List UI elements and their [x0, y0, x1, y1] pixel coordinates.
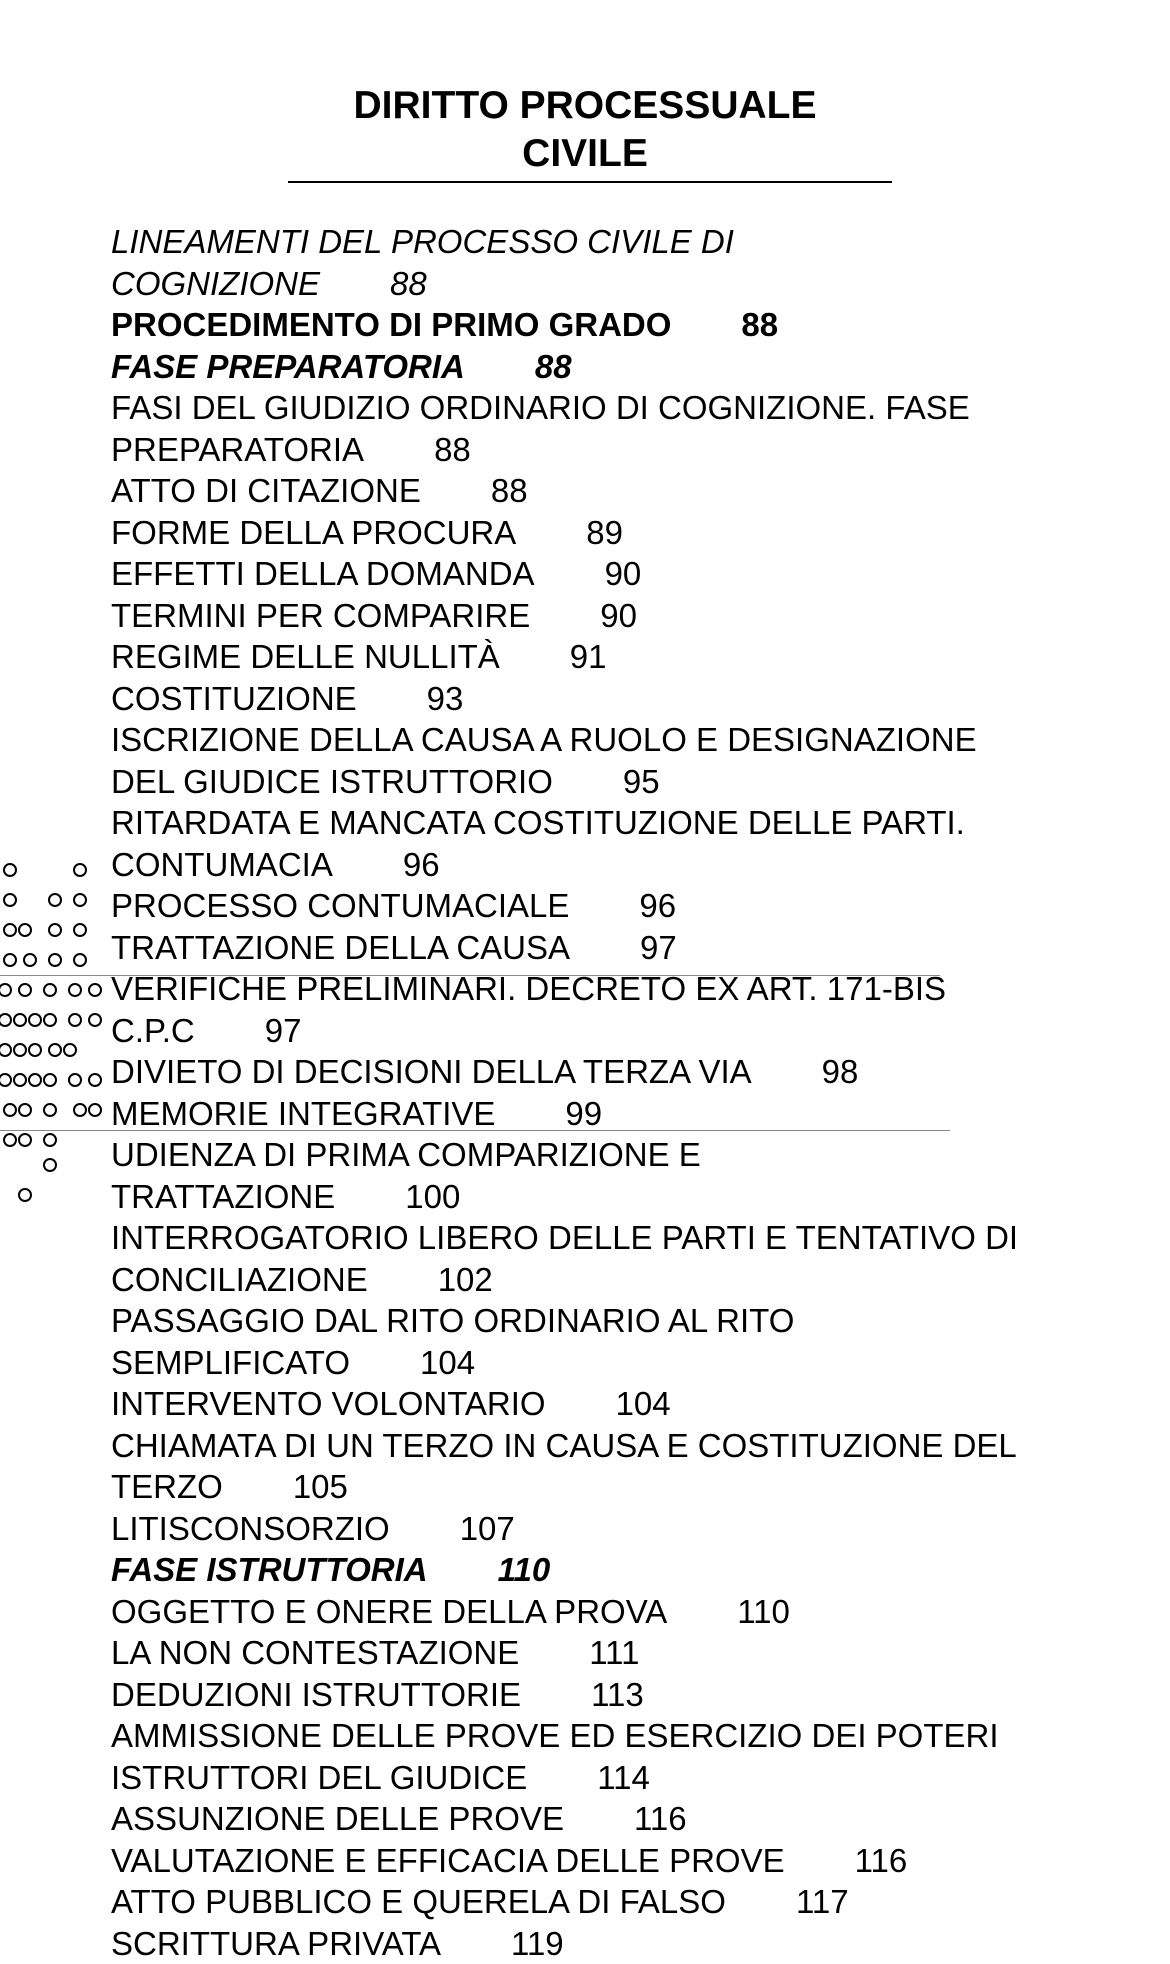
toc-entry: [111, 304, 1041, 346]
toc-entry: [111, 1549, 1041, 1591]
margin-circle-mark: [74, 954, 86, 966]
toc-entry-page: 104: [616, 1385, 671, 1422]
toc-entry-page: 95: [623, 763, 660, 800]
toc-entry-title: REGIME DELLE NULLITÀ: [111, 638, 500, 675]
toc-entry-title: DIVIETO DI DECISIONI DELLA TERZA VIA: [111, 1053, 752, 1090]
toc-entry-page: 102: [438, 1261, 493, 1298]
toc-entry-title: ISCRIZIONE DELLA CAUSA A RUOLO E DESIGNAZIONE DEL GIUDICE ISTRUTTORIO: [111, 721, 977, 800]
toc-entry: [111, 1383, 1041, 1425]
toc-entry-title: OGGETTO E ONERE DELLA PROVA: [111, 1593, 667, 1630]
toc-entry-title: INTERROGATORIO LIBERO DELLE PARTI E TENTATIVO DI CONCILIAZIONE: [111, 1219, 1018, 1298]
margin-circle-mark: [0, 984, 11, 996]
title-line-2: CIVILE: [0, 130, 1170, 178]
toc-entry-title: RITARDATA E MANCATA COSTITUZIONE DELLE PARTI. CONTUMACIA: [111, 804, 965, 883]
toc-entry: [111, 636, 1041, 678]
toc-entry-page: 105: [293, 1468, 348, 1505]
toc-entry-page: 110: [498, 1551, 551, 1588]
toc-entry-page: 88: [741, 306, 778, 343]
margin-circle-mark: [89, 1104, 101, 1116]
toc-entry: [111, 885, 1041, 927]
margin-circle-mark: [74, 894, 86, 906]
title-underline: [288, 181, 892, 183]
margin-circle-mark: [29, 1044, 41, 1056]
margin-circle-mark: [49, 1044, 61, 1056]
toc-entry-title: MEMORIE INTEGRATIVE: [111, 1095, 495, 1132]
margin-circle-mark: [29, 1014, 41, 1026]
toc-entry: [111, 1508, 1041, 1550]
margin-circle-mark: [44, 984, 56, 996]
toc-entry-title: SCRITTURA PRIVATA: [111, 1925, 441, 1962]
toc-entry-page: 96: [639, 887, 676, 924]
toc-entry-title: PROCESSO CONTUMACIALE: [111, 887, 569, 924]
toc-entry-title: LINEAMENTI DEL PROCESSO CIVILE DI COGNIZIONE: [111, 223, 734, 302]
toc-entry-page: 97: [640, 929, 677, 966]
margin-circle-mark: [44, 1134, 56, 1146]
toc-entry-title: DEDUZIONI ISTRUTTORIE: [111, 1676, 521, 1713]
margin-circle-mark: [89, 1014, 101, 1026]
margin-circle-mark: [89, 1074, 101, 1086]
toc-entry-page: 107: [460, 1510, 515, 1547]
margin-circle-mark: [44, 1014, 56, 1026]
toc-entry: [111, 1923, 1041, 1964]
margin-rule-top: [0, 975, 940, 976]
margin-circle-mark: [19, 1104, 31, 1116]
toc-entry-title: LITISCONSORZIO: [111, 1510, 390, 1547]
margin-circle-mark: [69, 984, 81, 996]
margin-circle-mark: [0, 1044, 11, 1056]
toc-entry-title: COSTITUZIONE: [111, 680, 357, 717]
margin-circle-mark: [4, 1134, 16, 1146]
margin-circle-mark: [74, 924, 86, 936]
margin-rule-bottom: [0, 1130, 950, 1131]
toc-entry: [111, 719, 1041, 802]
toc-entry-page: 97: [265, 1012, 302, 1049]
toc-entry: [111, 346, 1041, 388]
margin-circle-mark: [74, 1104, 86, 1116]
toc-entry: [111, 221, 1041, 304]
toc-entry-page: 116: [634, 1800, 687, 1837]
margin-circle-mark: [29, 1074, 41, 1086]
toc-entry: [111, 1715, 1041, 1798]
toc-entry-title: ATTO PUBBLICO E QUERELA DI FALSO: [111, 1883, 726, 1920]
toc-entry-page: 88: [434, 431, 471, 468]
margin-circle-mark: [19, 1134, 31, 1146]
margin-circle-mark: [14, 1014, 26, 1026]
margin-circle-mark: [24, 954, 36, 966]
toc-entry-page: 91: [570, 638, 607, 675]
margin-circle-mark: [49, 954, 61, 966]
toc-entry: [111, 512, 1041, 554]
toc-entry-page: 93: [427, 680, 464, 717]
toc-entry-title: ATTO DI CITAZIONE: [111, 472, 421, 509]
toc-entry-page: 90: [600, 597, 637, 634]
toc-entry-page: 90: [605, 555, 642, 592]
toc-entry-page: 114: [597, 1759, 650, 1796]
margin-circle-mark: [14, 1044, 26, 1056]
toc-entry-title: TERMINI PER COMPARIRE: [111, 597, 530, 634]
margin-circle-mark: [89, 984, 101, 996]
margin-circle-mark: [4, 954, 16, 966]
margin-circle-mark: [4, 1104, 16, 1116]
page-title: [0, 82, 1170, 178]
toc-entry-page: 99: [565, 1095, 602, 1132]
toc-entry-title: TRATTAZIONE DELLA CAUSA: [111, 929, 570, 966]
toc-entry: [111, 553, 1041, 595]
margin-circle-mark: [44, 1104, 56, 1116]
toc-entry: [111, 1093, 1041, 1135]
toc-entry-page: 88: [390, 265, 427, 302]
toc-entry-page: 110: [737, 1593, 790, 1630]
toc-entry: [111, 1798, 1041, 1840]
toc-entry-page: 116: [855, 1842, 908, 1879]
toc-entry-page: 113: [591, 1676, 644, 1713]
toc-entry-title: CHIAMATA DI UN TERZO IN CAUSA E COSTITUZIONE DEL TERZO: [111, 1427, 1016, 1506]
margin-circle-mark: [19, 1189, 31, 1201]
toc-entry-page: 104: [420, 1344, 475, 1381]
toc-entry-title: PROCEDIMENTO DI PRIMO GRADO: [111, 306, 671, 343]
toc-entry-title: UDIENZA DI PRIMA COMPARIZIONE E TRATTAZIONE: [111, 1136, 701, 1215]
margin-circle-mark: [69, 1014, 81, 1026]
toc-entry: [111, 1632, 1041, 1674]
toc-entry-page: 111: [589, 1634, 639, 1671]
margin-circle-mark: [64, 1044, 76, 1056]
toc-entry-title: FASI DEL GIUDIZIO ORDINARIO DI COGNIZIONE. FASE PREPARATORIA: [111, 389, 970, 468]
margin-circle-mark: [4, 864, 16, 876]
toc-entry-title: FASE PREPARATORIA: [111, 348, 465, 385]
toc-entry: [111, 470, 1041, 512]
margin-circle-mark: [49, 924, 61, 936]
toc-entry: [111, 1591, 1041, 1633]
margin-circle-mark: [49, 894, 61, 906]
toc-entry: [111, 1300, 1041, 1383]
toc-entry-title: VALUTAZIONE E EFFICACIA DELLE PROVE: [111, 1842, 785, 1879]
title-line-1: DIRITTO PROCESSUALE: [0, 82, 1170, 130]
margin-circle-mark: [69, 1074, 81, 1086]
toc-entry-title: ASSUNZIONE DELLE PROVE: [111, 1800, 564, 1837]
toc-entry-title: FORME DELLA PROCURA: [111, 514, 516, 551]
toc-entry-page: 88: [535, 348, 572, 385]
toc-entry: [111, 927, 1041, 969]
toc-entry: [111, 1840, 1041, 1882]
toc-entry-page: 88: [491, 472, 528, 509]
toc-entry: [111, 1051, 1041, 1093]
margin-circle-mark: [44, 1159, 56, 1171]
toc-entry-title: VERIFICHE PRELIMINARI. DECRETO EX ART. 171-BIS C.P.C: [111, 970, 946, 1049]
toc-entry: [111, 678, 1041, 720]
margin-circle-mark: [19, 924, 31, 936]
toc-entry-title: EFFETTI DELLA DOMANDA: [111, 555, 535, 592]
toc-entry-page: 89: [586, 514, 623, 551]
margin-circle-mark: [14, 1074, 26, 1086]
toc-entry: [111, 387, 1041, 470]
toc-entry: [111, 968, 1041, 1051]
toc-entry: [111, 595, 1041, 637]
margin-circle-mark: [19, 984, 31, 996]
toc-entry-title: AMMISSIONE DELLE PROVE ED ESERCIZIO DEI POTERI ISTRUTTORI DEL GIUDICE: [111, 1717, 999, 1796]
margin-circle-mark: [74, 864, 86, 876]
toc-entry: [111, 1881, 1041, 1923]
toc-entry-page: 100: [405, 1178, 460, 1215]
toc-entry: [111, 1134, 1041, 1217]
margin-circle-mark: [0, 1074, 11, 1086]
toc-entry-page: 98: [822, 1053, 859, 1090]
margin-circle-mark: [44, 1074, 56, 1086]
toc-entry: [111, 1425, 1041, 1508]
toc-entry: [111, 1217, 1041, 1300]
table-of-contents: [111, 221, 1071, 1964]
margin-circle-mark: [4, 924, 16, 936]
toc-entry: [111, 1674, 1041, 1716]
toc-entry-page: 117: [796, 1883, 849, 1920]
toc-entry-title: PASSAGGIO DAL RITO ORDINARIO AL RITO SEMPLIFICATO: [111, 1302, 794, 1381]
toc-entry-page: 119: [511, 1925, 564, 1962]
toc-entry: [111, 802, 1041, 885]
toc-entry-title: FASE ISTRUTTORIA: [111, 1551, 428, 1588]
margin-circle-mark: [0, 1014, 11, 1026]
toc-entry-page: 96: [403, 846, 440, 883]
toc-entry-title: LA NON CONTESTAZIONE: [111, 1634, 519, 1671]
toc-entry-title: INTERVENTO VOLONTARIO: [111, 1385, 546, 1422]
margin-scribble-marks: [0, 855, 115, 1215]
margin-circle-mark: [4, 894, 16, 906]
